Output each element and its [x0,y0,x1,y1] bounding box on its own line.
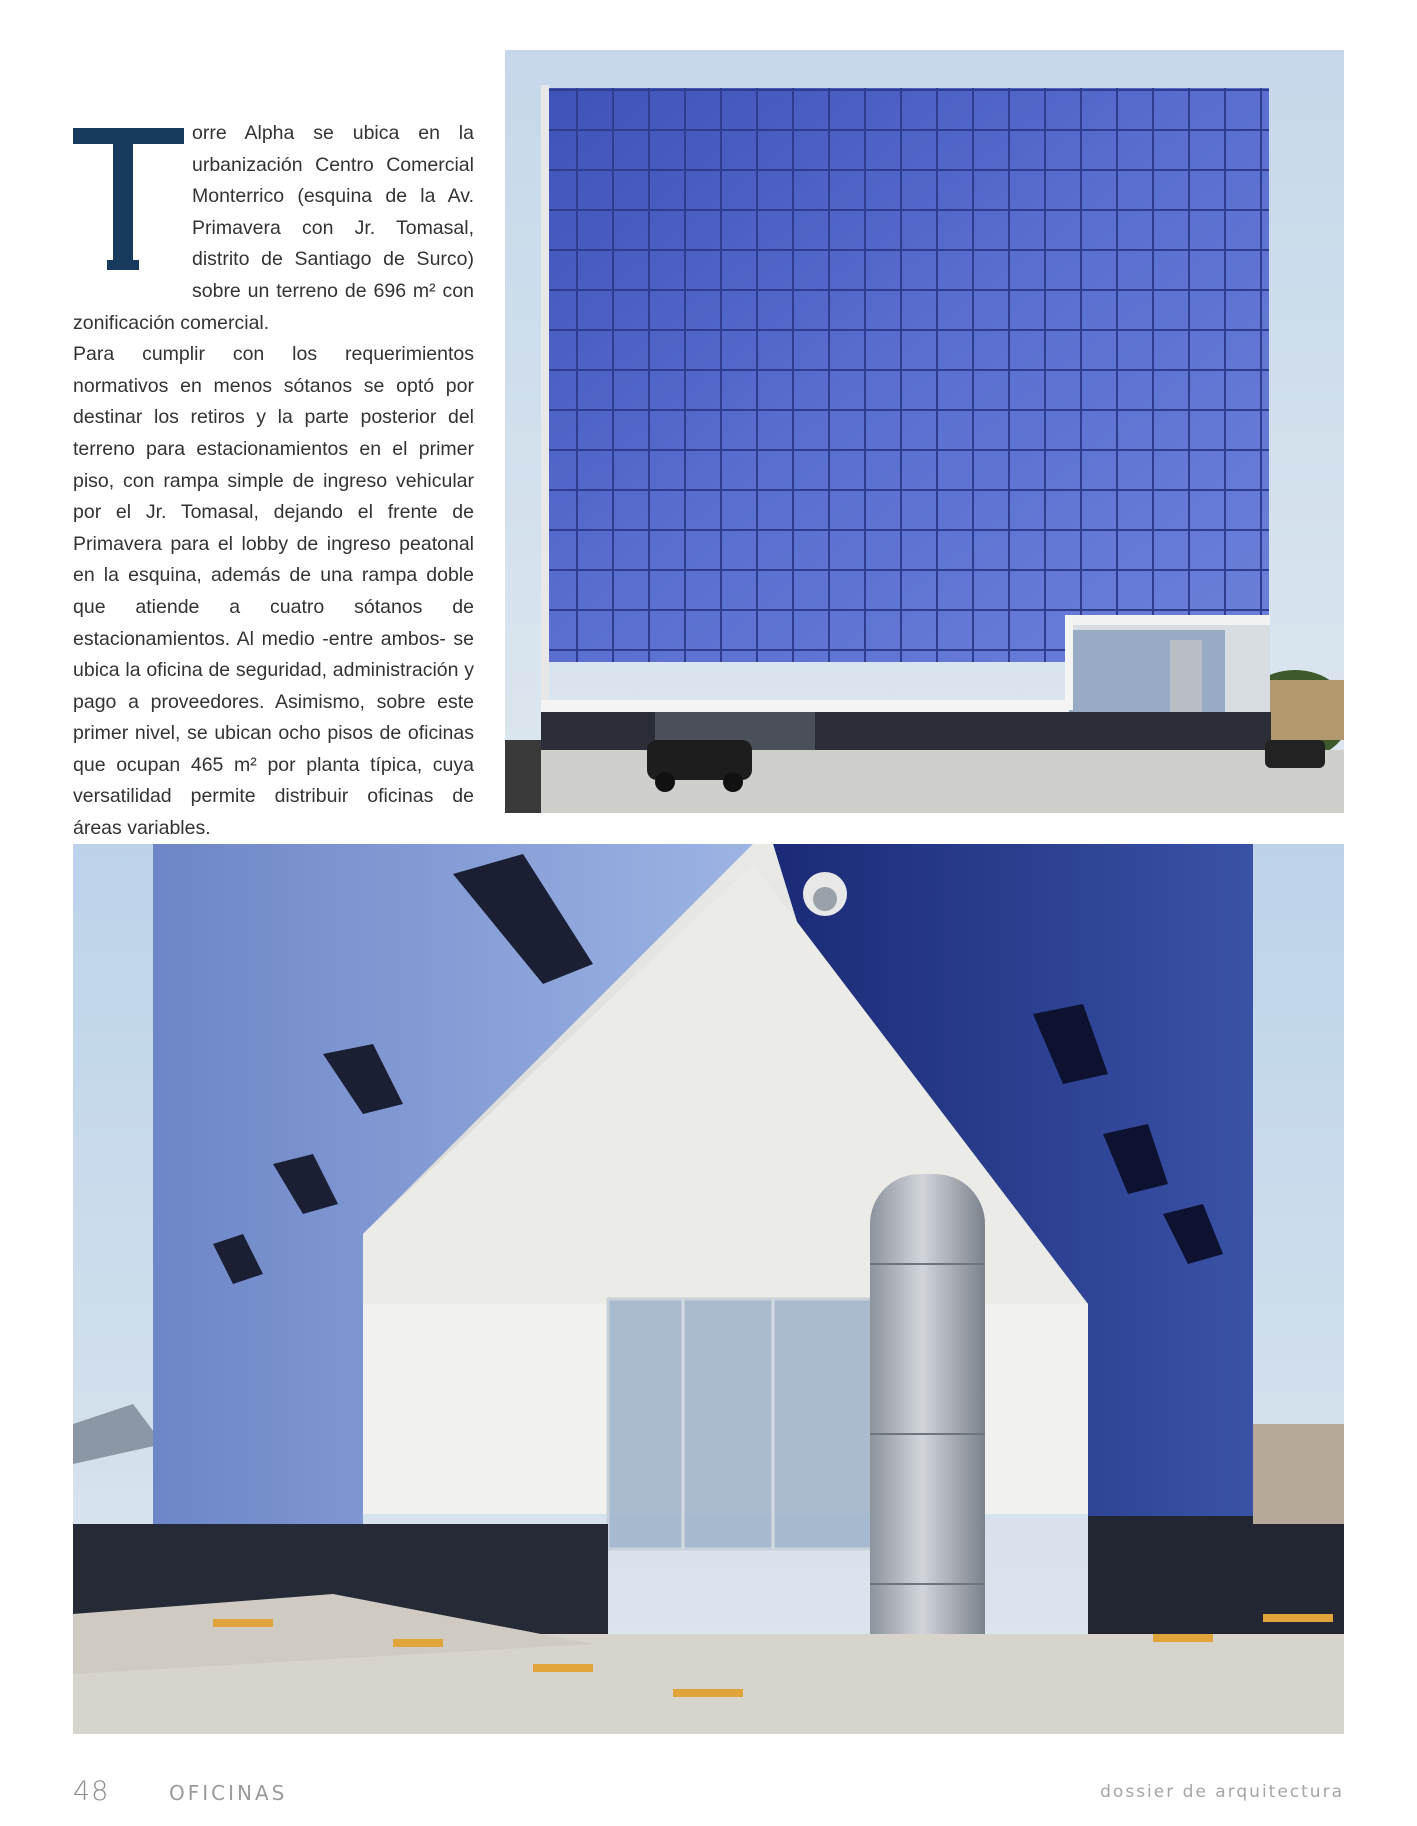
magazine-name: dossier de arquitectura [1100,1782,1344,1802]
lobby-corner-photo [73,844,1344,1734]
paragraph-1: orre Alpha se ubica en la urbanización Centro Comercial Monterrico (esquina de la Av. Primavera con Jr. Tomasal, distrito de Santiago de Surco) sobre un terreno de 696 m² con zonificación comercial. [73,122,474,334]
page-footer [73,1776,1344,1806]
page-number: 48 [73,1776,110,1807]
paragraph-2: Para cumplir con los requerimientos normativos en menos sótanos se optó por destinar los retiros y la parte posterior del terreno para estacionamientos en el primer piso, con rampa simple de ingreso vehicular por el Jr. Tomasal, dejando el frente de Primavera para el lobby de ingreso peatonal en la esquina, además de una rampa doble que atiende a cuatro sótanos de estacionamientos. Al medio -entre ambos- se ubica la oficina de seguridad, administración y pago a proveedores. Asimismo, sobre este primer nivel, se ubican ocho pisos de oficinas que ocupan 465 m² por planta típica, cuya versatilidad permite distribuir oficinas de áreas variables. [73,343,474,840]
dropcap-letter [73,128,184,278]
article-text [73,118,474,845]
building-facade-photo [505,50,1344,813]
dropcap-t-glyph [73,128,184,278]
section-name: OFICINAS [169,1781,288,1805]
